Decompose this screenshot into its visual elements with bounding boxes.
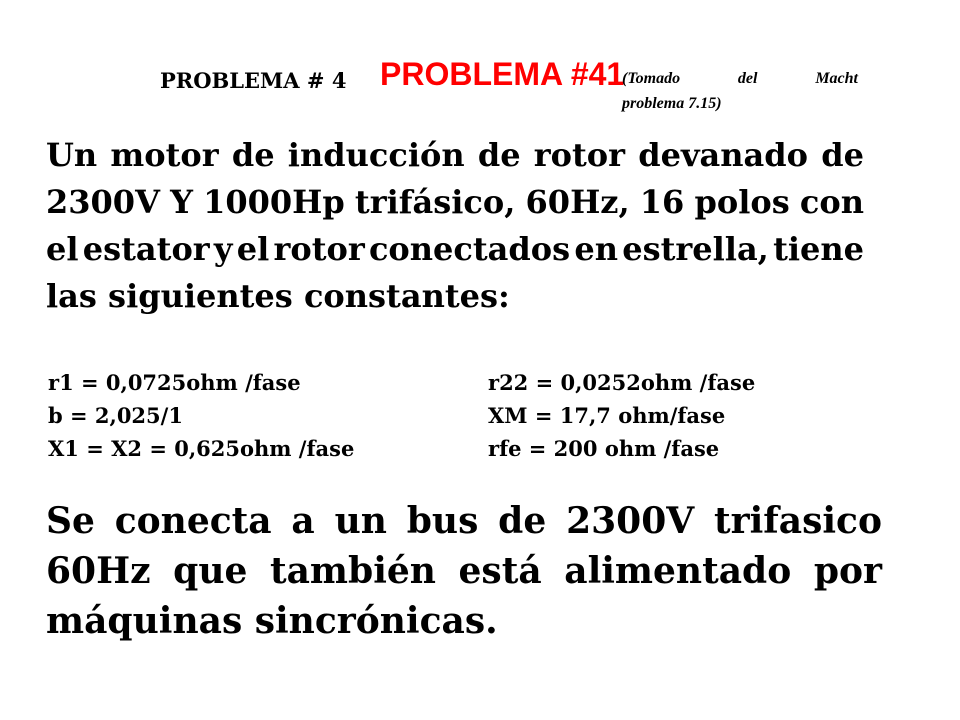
closing-word: que [173,550,248,592]
statement-word: de [821,136,864,174]
statement-word: motor [110,136,219,174]
statement-line [46,226,864,273]
statement-word: rotor [273,230,365,268]
statement-word: el [46,230,79,268]
problem-red-label: PROBLEMA #41 [380,56,625,92]
statement-word: rotor [533,136,625,174]
problem-statement [46,132,864,320]
statement-word: las siguientes constantes: [46,277,510,315]
statement-word: devanado [638,136,808,174]
constants-left-column [48,366,354,465]
constant-r22: r22 = 0,0252ohm /fase [488,370,756,395]
source-note [622,66,858,116]
closing-line [46,496,882,546]
closing-word: por [813,550,882,592]
statement-word: conectados [368,230,571,268]
statement-word: el [236,230,270,268]
statement-line [46,273,864,320]
closing-word: a [291,500,315,542]
statement-word: tiene [773,230,864,268]
statement-word: Un [46,136,98,174]
statement-word: estrella, [622,230,769,268]
statement-word: trifásico, [354,183,516,221]
statement-word: polos [694,183,790,221]
statement-word: en [574,230,618,268]
statement-word: inducción [287,136,465,174]
closing-statement [46,496,882,646]
closing-word: máquinas sincrónicas. [46,600,498,642]
closing-line [46,546,882,596]
statement-word: 2300V [46,183,160,221]
closing-word: trifasico [714,500,882,542]
constant-xm: XM = 17,7 ohm/fase [488,403,726,428]
statement-line [46,179,864,226]
closing-word: de [498,500,547,542]
source-note-word: (Tomado [622,70,681,87]
closing-word: 2300V [566,500,695,542]
source-note-line-1 [622,66,858,91]
statement-word: 16 [639,183,685,221]
closing-word: conecta [114,500,272,542]
closing-word: alimentado [564,550,792,592]
source-note-line-2: problema 7.15) [622,95,722,112]
closing-word: bus [406,500,479,542]
statement-word: estator [82,230,210,268]
constant-rfe: rfe = 200 ohm /fase [488,436,720,461]
closing-line [46,596,882,646]
problem-label: PROBLEMA # 4 [160,68,347,93]
statement-word: 1000Hp [203,183,345,221]
source-note-word: del [737,70,758,87]
closing-word: Se [46,500,95,542]
statement-line [46,132,864,179]
source-note-word: Macht [815,70,858,87]
statement-word: con [799,183,864,221]
statement-word: de [477,136,521,174]
statement-word: 60Hz, [525,183,630,221]
statement-word: Y [170,183,193,221]
closing-word: un [334,500,387,542]
statement-word: y [213,230,233,268]
constant-x1-x2: X1 = X2 = 0,625ohm /fase [48,436,355,461]
constants-right-column [488,366,755,465]
constant-r1: r1 = 0,0725ohm /fase [48,370,301,395]
closing-word: está [458,550,542,592]
statement-word: de [231,136,275,174]
constant-b: b = 2,025/1 [48,403,183,428]
closing-word: también [269,550,436,592]
closing-word: 60Hz [46,550,151,592]
